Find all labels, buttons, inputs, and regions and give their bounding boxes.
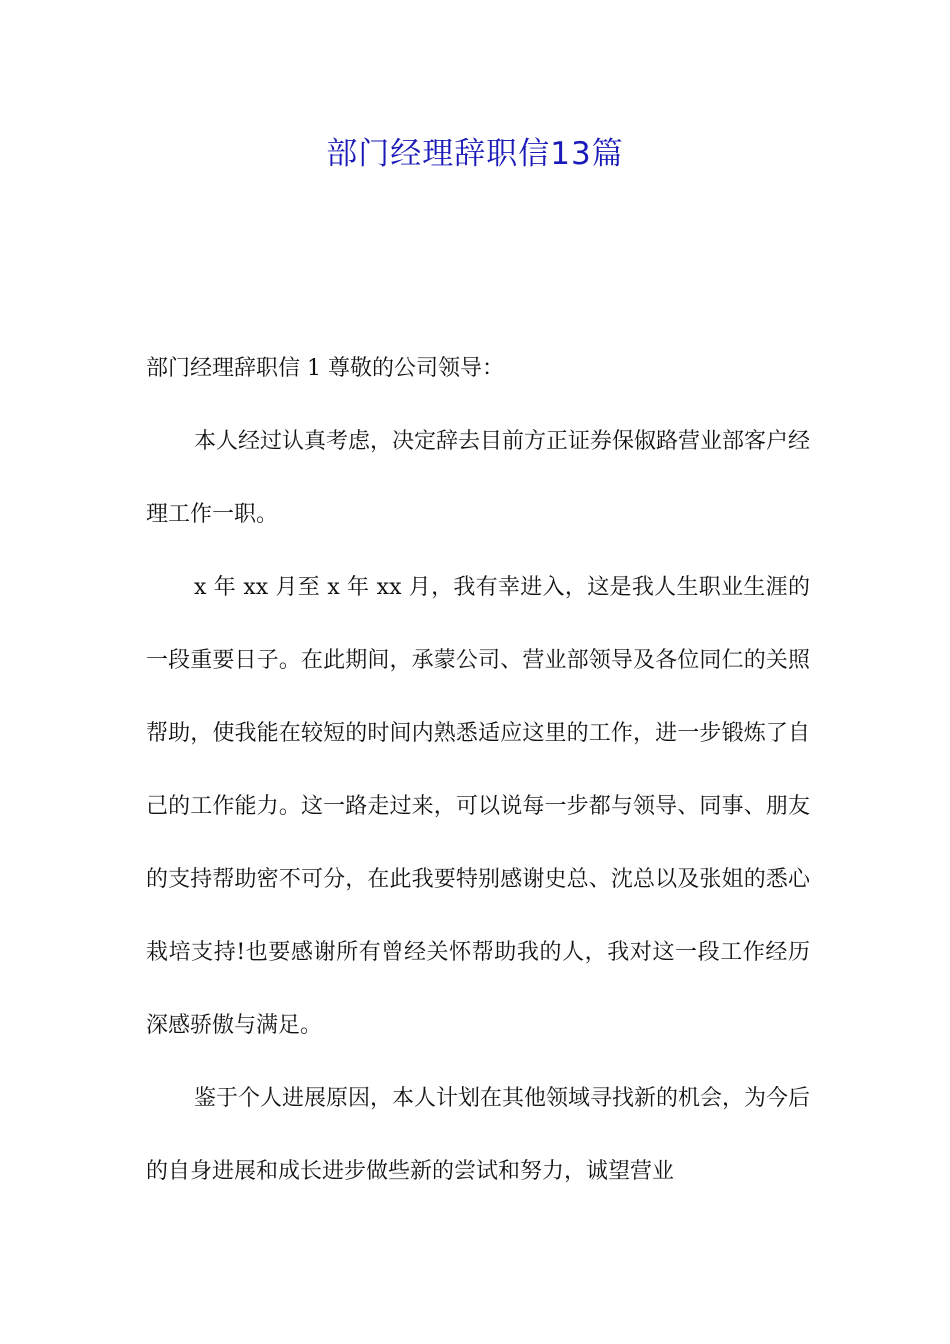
paragraph-experience: x 年 xx 月至 x 年 xx 月，我有幸进入，这是我人生职业生涯的一段重要日子。在此期间，承蒙公司、营业部领导及各位同仁的关照帮助，使我能在较短的时间内熟悉适应这里的工作，进一步锻炼了自己的工作能力。这一路走过来，可以说每一步都与领导、同事、朋友的支持帮助密不可分，在此我要特别感谢史总、沈总以及张姐的悉心栽培支持!也要感谢所有曾经关怀帮助我的人，我对这一段工作经历深感骄傲与满足。 [146, 575, 810, 1038]
document-body [146, 332, 810, 1208]
document-title: 部门经理辞职信13篇 [326, 136, 624, 172]
paragraph-decision: 本人经过认真考虑，决定辞去目前方正证券保俶路营业部客户经理工作一职。 [146, 429, 811, 527]
paragraph-reason: 鉴于个人进展原因，本人计划在其他领域寻找新的机会，为今后的自身进展和成长进步做些新的尝试和努力，诚望营业 [146, 1086, 811, 1184]
paragraph-salutation: 部门经理辞职信 1 尊敬的公司领导： [146, 356, 504, 381]
